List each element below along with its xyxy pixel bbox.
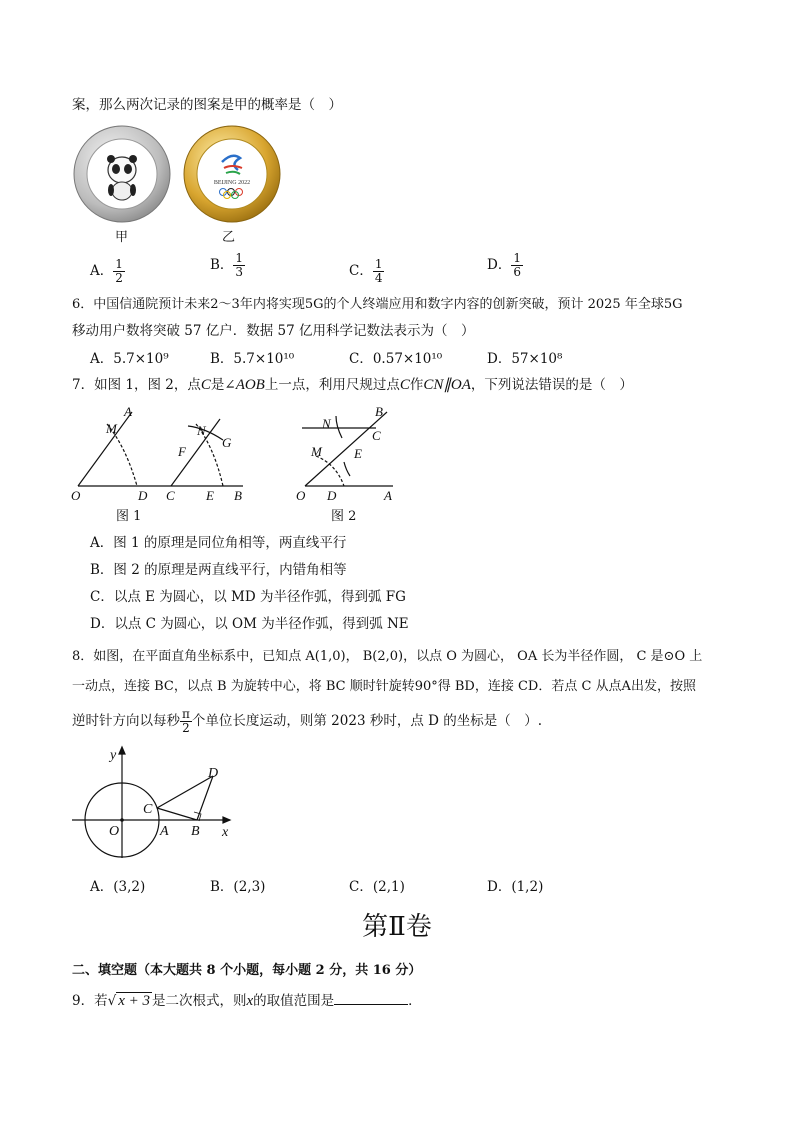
q7-stem: 7．如图 1，图 2，点C是∠AOB上一点，利用尺规过点C作CN∥OA，下列说法错误的是（ ）: [72, 377, 633, 393]
svg-text:N: N: [197, 423, 206, 438]
q6-line1: 6．中国信通院预计未来2～3年内将实现5G的个人终端应用和数字内容的创新突破，预计 2025 年全球5G: [72, 297, 683, 312]
svg-text:C: C: [143, 802, 153, 817]
q7-figure-1: [68, 402, 250, 502]
q7-fig2-caption: 图 2: [331, 509, 357, 524]
q9-answer-blank[interactable]: [334, 990, 408, 1005]
q5-option-d[interactable]: D． $\frac{1}{6}$: [487, 251, 521, 279]
coin-logo-text: BEIJING 2022: [213, 180, 251, 186]
svg-text:C: C: [372, 428, 381, 443]
q8-option-a[interactable]: A．(3,2): [90, 879, 146, 895]
section-subtitle: 二、填空题（本大题共 8 个小题，每小题 2 分，共 16 分）: [72, 963, 422, 978]
svg-text:D: D: [208, 766, 219, 781]
svg-text:B: B: [191, 824, 200, 839]
svg-text:G: G: [222, 435, 232, 450]
radical-sign: √: [107, 993, 117, 1009]
q5-stem: 案，那么两次记录的图案是甲的概率是（ ）: [72, 97, 342, 113]
q7-option-a[interactable]: A．图 1 的原理是同位角相等，两直线平行: [90, 535, 347, 551]
svg-text:B: B: [234, 488, 242, 502]
q9-stem: 9．若√ x + 3 是二次根式，则x的取值范围是 ．: [72, 990, 422, 1010]
coin-label-yi: 乙: [222, 230, 236, 245]
svg-text:B: B: [375, 404, 383, 419]
q7-option-b[interactable]: B．图 2 的原理是两直线平行，内错角相等: [90, 562, 347, 578]
q8-option-b[interactable]: B．(2,3): [210, 879, 266, 895]
svg-text:F: F: [178, 444, 186, 459]
section-title: 第Ⅱ卷: [362, 912, 432, 942]
q8-line2: 一动点，连接 BC，以点 B 为旋转中心，将 BC 顺时针旋转90°得 BD，连接 CD．若点 C 从点A出发，按照: [72, 679, 696, 694]
svg-text:N: N: [322, 416, 331, 431]
q5-option-a[interactable]: A． $\frac{1}{2}$: [90, 257, 123, 285]
silver-coin: [74, 126, 170, 222]
svg-text:E: E: [354, 446, 362, 461]
q6-option-a[interactable]: A．5.7×10⁹: [90, 351, 169, 367]
gold-coin: [184, 126, 280, 222]
svg-text:D: D: [327, 488, 337, 503]
q7-option-d[interactable]: D．以点 C 为圆心，以 OM 为半径作弧，得到弧 NE: [90, 616, 409, 632]
q8-option-d[interactable]: D．(1,2): [487, 879, 544, 895]
q6-option-b[interactable]: B．5.7×10¹⁰: [210, 351, 295, 367]
q5-option-c[interactable]: C． $\frac{1}{4}$: [349, 257, 383, 285]
svg-text:E: E: [206, 488, 214, 502]
svg-text:A: A: [160, 824, 169, 839]
svg-text:O: O: [109, 824, 120, 839]
q7-figure-2: [290, 400, 400, 504]
coin-images: [72, 124, 282, 224]
q6-option-d[interactable]: D．57×10⁸: [487, 351, 563, 367]
q6-line2: 移动用户数将突破 57 亿户．数据 57 亿用科学记数法表示为（ ）: [72, 323, 475, 339]
q6-option-c[interactable]: C．0.57×10¹⁰: [349, 351, 443, 367]
q8-option-c[interactable]: C．(2,1): [349, 879, 405, 895]
svg-text:A: A: [124, 404, 132, 419]
svg-text:D: D: [138, 488, 148, 502]
q8-line3: 逆时针方向以每秒 $\frac{\pi}{2}$ 个单位长度运动，则第 2023 秒时，点 D 的坐标是（ ）.: [72, 707, 543, 735]
svg-text:C: C: [166, 488, 175, 502]
svg-text:M: M: [311, 444, 322, 459]
svg-text:y: y: [110, 748, 117, 763]
svg-text:A: A: [384, 488, 392, 503]
coin-label-jia: 甲: [115, 230, 129, 245]
svg-text:x: x: [222, 825, 229, 840]
q5-option-b[interactable]: B． $\frac{1}{3}$: [210, 251, 244, 279]
svg-text:M: M: [106, 421, 117, 436]
svg-text:O: O: [296, 488, 306, 503]
q8-coordinate-figure: [70, 744, 240, 862]
q7-fig1-caption: 图 1: [116, 509, 142, 524]
q7-option-c[interactable]: C．以点 E 为圆心，以 MD 为半径作弧，得到弧 FG: [90, 589, 406, 605]
q8-line1: 8．如图，在平面直角坐标系中，已知点 A(1,0)， B(2,0)，以点 O 为圆心， OA 长为半径作圆， C 是⊙O 上: [72, 649, 703, 664]
svg-text:O: O: [71, 488, 81, 502]
